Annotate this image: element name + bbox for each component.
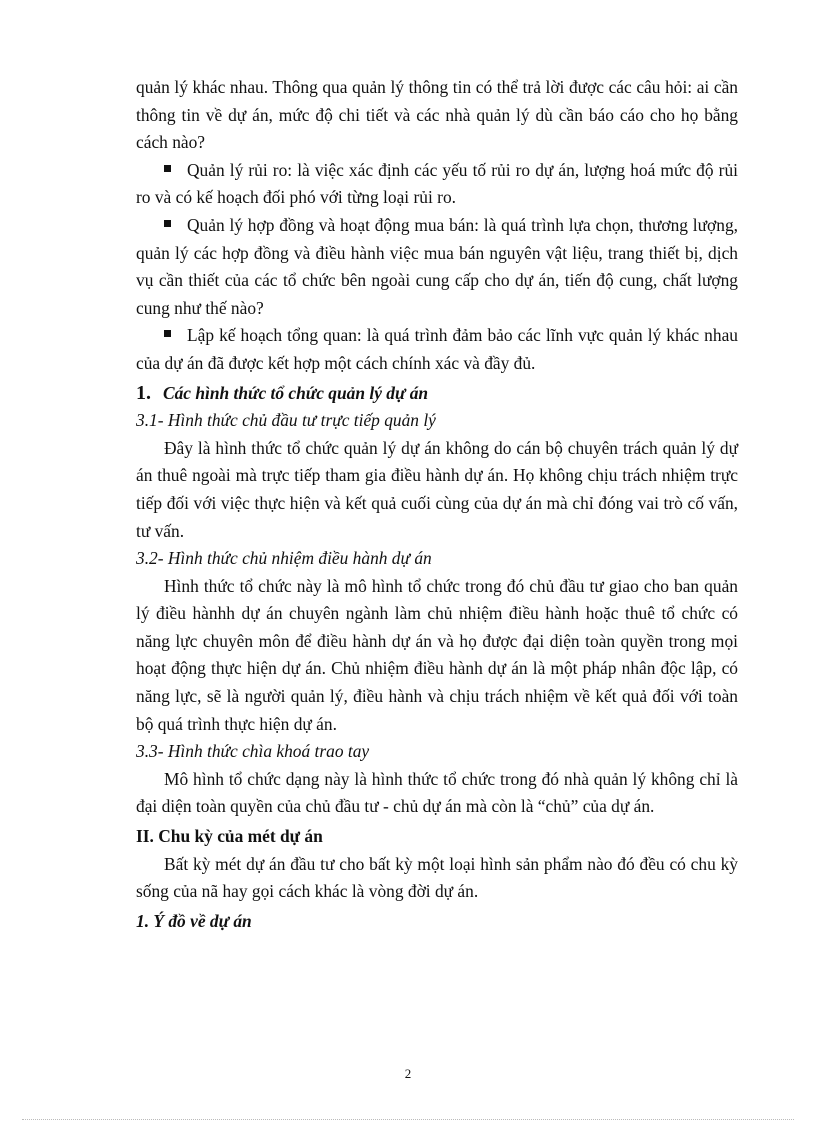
subsection-heading-3-2: 3.2- Hình thức chủ nhiệm điều hành dự án bbox=[136, 548, 432, 569]
bullet-text: Lập kế hoạch tổng quan: là quá trình đảm bảo các lĩnh vực quản lý khác nhau của dự án đã được kết hợp một cách chính xác và đầy đủ. bbox=[136, 325, 738, 373]
bullet-item-planning bbox=[136, 322, 738, 377]
square-bullet-icon bbox=[164, 330, 171, 337]
bullet-text: Quản lý rủi ro: là việc xác định các yếu tố rủi ro dự án, lượng hoá mức độ rủi ro và có kế hoạch đối phó với từng loại rủi ro. bbox=[136, 159, 738, 208]
section-title: Các hình thức tổ chức quản lý dự án bbox=[163, 382, 429, 403]
paragraph-ii: Bất kỳ mét dự án đầu tư cho bất kỳ một loại hình sản phẩm nào đó đều có chu kỳ sống của nã hay gọi cách khác là vòng đời dự án. bbox=[136, 853, 738, 902]
subsection-heading-3-3: 3.3- Hình thức chìa khoá trao tay bbox=[136, 741, 370, 762]
paragraph-3-3: Mô hình tổ chức dạng này là hình thức tổ chức trong đó nhà quản lý không chỉ là đại diện toàn quyền của chủ đầu tư - chủ dự án mà còn là “chủ” của dự án. bbox=[136, 768, 738, 817]
section-heading-idea: 1. Ý đồ về dự án bbox=[136, 910, 252, 931]
page-content bbox=[136, 74, 738, 935]
bullet-text: Quản lý hợp đồng và hoạt động mua bán: là quá trình lựa chọn, thương lượng, quản lý các hợp đồng và điều hành việc mua bán nguyên vật liệu, trang thiết bị, dịch vụ cần thiết của các tổ chức bên ngoài cung cấp cho dự án, tiến độ cung, chất lượng cung như thế nào? bbox=[136, 214, 738, 318]
section-number: 1. bbox=[136, 381, 151, 404]
bullet-item-contract bbox=[136, 212, 738, 322]
square-bullet-icon bbox=[164, 220, 171, 227]
square-bullet-icon bbox=[164, 165, 171, 172]
page-bottom-divider bbox=[22, 1119, 794, 1120]
section-heading bbox=[136, 380, 738, 408]
paragraph-3-2: Hình thức tổ chức này là mô hình tổ chức trong đó chủ đầu tư giao cho ban quản lý điều hànhh dự án chuyên ngành làm chủ nhiệm điều hành hoặc thuê tổ chức có năng lực chuyên môn để điều hành dự án và họ được đại diện toàn quyền trong mọi hoạt động thực hiện dự án. Chủ nhiệm điều hành dự án là một pháp nhân độc lập, có năng lực, sẽ là người quản lý, điều hành và chịu trách nhiệm về kết quả đối với toàn bộ quá trình thực hiện dự án. bbox=[136, 575, 738, 734]
subsection-heading-3-1: 3.1- Hình thức chủ đầu tư trực tiếp quản lý bbox=[136, 410, 436, 431]
chapter-heading-ii: II. Chu kỳ của mét dự án bbox=[136, 826, 323, 847]
page-number: 2 bbox=[404, 1066, 412, 1081]
bullet-item-risk bbox=[136, 157, 738, 212]
paragraph-3-1: Đây là hình thức tổ chức quản lý dự án không do cán bộ chuyên trách quản lý dự án thuê ngoài mà trực tiếp tham gia điều hành dự án. Họ không chịu trách nhiệm trực tiếp đối với việc thực hiện và kết quả cuối cùng của dự án mà chỉ đóng vai trò cố vấn, tư vấn. bbox=[136, 437, 738, 541]
paragraph-continued: quản lý khác nhau. Thông qua quản lý thông tin có thể trả lời được các câu hỏi: ai cần thông tin về dự án, mức độ chi tiết và các nhà quản lý dù cần báo cáo cho họ bằng cách nào? bbox=[136, 77, 738, 153]
